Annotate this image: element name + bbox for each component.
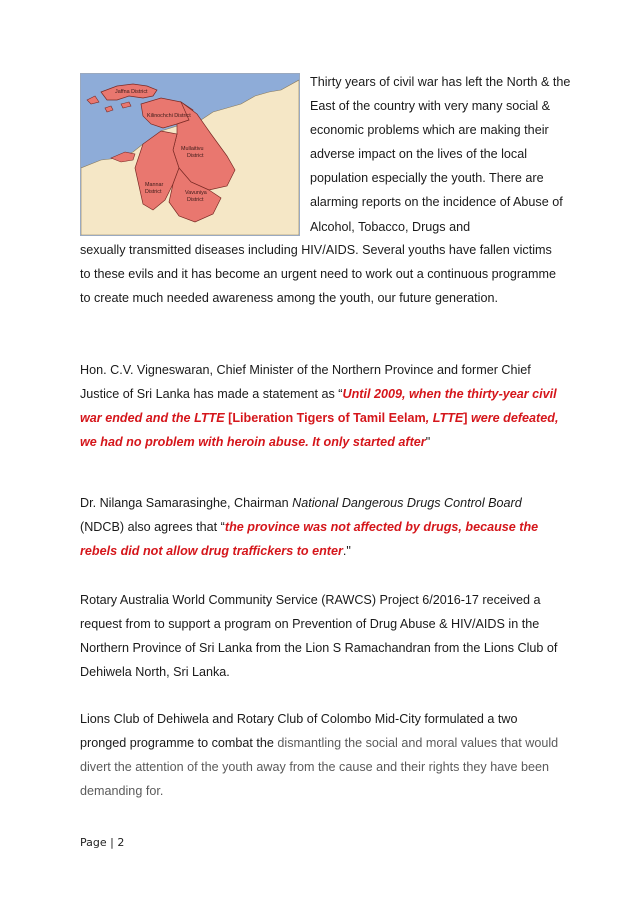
quote-close-mark: " (425, 435, 431, 450)
paragraph-programme (80, 707, 562, 803)
ndcb-close: ." (342, 544, 351, 559)
ndcb-mid: (NDCB) also agrees that “ (80, 520, 225, 535)
programme-grey-text: dismantling the social and moral values that would divert the attention of the youth away from the cause and their rights they have been demanding for. (80, 736, 559, 799)
quote-end: were defeated, we had no problem with heroin abuse. It only started after (80, 411, 559, 450)
intro-continued-text: sexually transmitted diseases including HIV/AIDS. Several youths have fallen victims to these evils and it has become an urgent need to work out a continuous programme to create much needed awareness among the youth, our future generation. (80, 243, 557, 306)
quote-bracket-close: ] (463, 411, 468, 426)
ndcb-org-name: National Dangerous Drugs Control Board (292, 496, 522, 510)
label-vavuniya-district: District (187, 197, 204, 203)
programme-text: Lions Club of Dehiwela and Rotary Club of Colombo Mid-City formulated a two pronged programme to combat the (80, 712, 518, 751)
label-kilinochchi: Kilinochchi District (147, 113, 191, 119)
page-footer: Page | 2 (80, 836, 125, 849)
paragraph-vigneswaran-statement (80, 358, 562, 454)
northern-province-map (80, 73, 300, 236)
label-vavuniya: Vavuniya (185, 190, 207, 196)
ndcb-quote: the province was not affected by drugs, because the rebels did not allow drug traffickers to enter (80, 520, 539, 559)
label-jaffna: Jaffna District (115, 89, 148, 95)
label-mannar-district: District (145, 189, 162, 195)
ndcb-lead: Dr. Nilanga Samarasinghe, Chairman (80, 496, 293, 510)
intro-text: Thirty years of civil war has left the North & the East of the country with very many social & economic problems which are making their adverse impact on the lives of the local population especially the youth. There are alarming reports on the incidence of Abuse of Alcohol, Tobacco, Drugs and (310, 75, 571, 234)
quote-part: Until 2009, when the thirty-year civil war ended and the LTTE (80, 387, 557, 426)
paragraph-ndcb-statement (80, 491, 562, 563)
paragraph-rawcs-project: Rotary Australia World Community Service (RAWCS) Project 6/2016-17 received a request from to support a program on Prevention of Drug Abuse & HIV/AIDS in the Northern Province of Sri Lanka from the Lion S Ramachandran from the Lions Club of Dehiwela North, Sri Lanka. (80, 593, 558, 680)
quote-ltte-expansion: Liberation Tigers of Tamil Eelam (232, 411, 426, 426)
quote-ltte: , LTTE (425, 411, 464, 426)
label-mullaitivu: Mullaitivu (181, 146, 204, 152)
label-mullaitivu-district: District (187, 153, 204, 159)
label-mannar: Mannar (145, 182, 164, 188)
map-graphic (81, 74, 299, 235)
quote-bracket-open: [ (228, 411, 233, 426)
statement-lead: Hon. C.V. Vigneswaran, Chief Minister of the Northern Province and former Chief Justice of Sri Lanka has made a statement as “ (80, 363, 531, 402)
